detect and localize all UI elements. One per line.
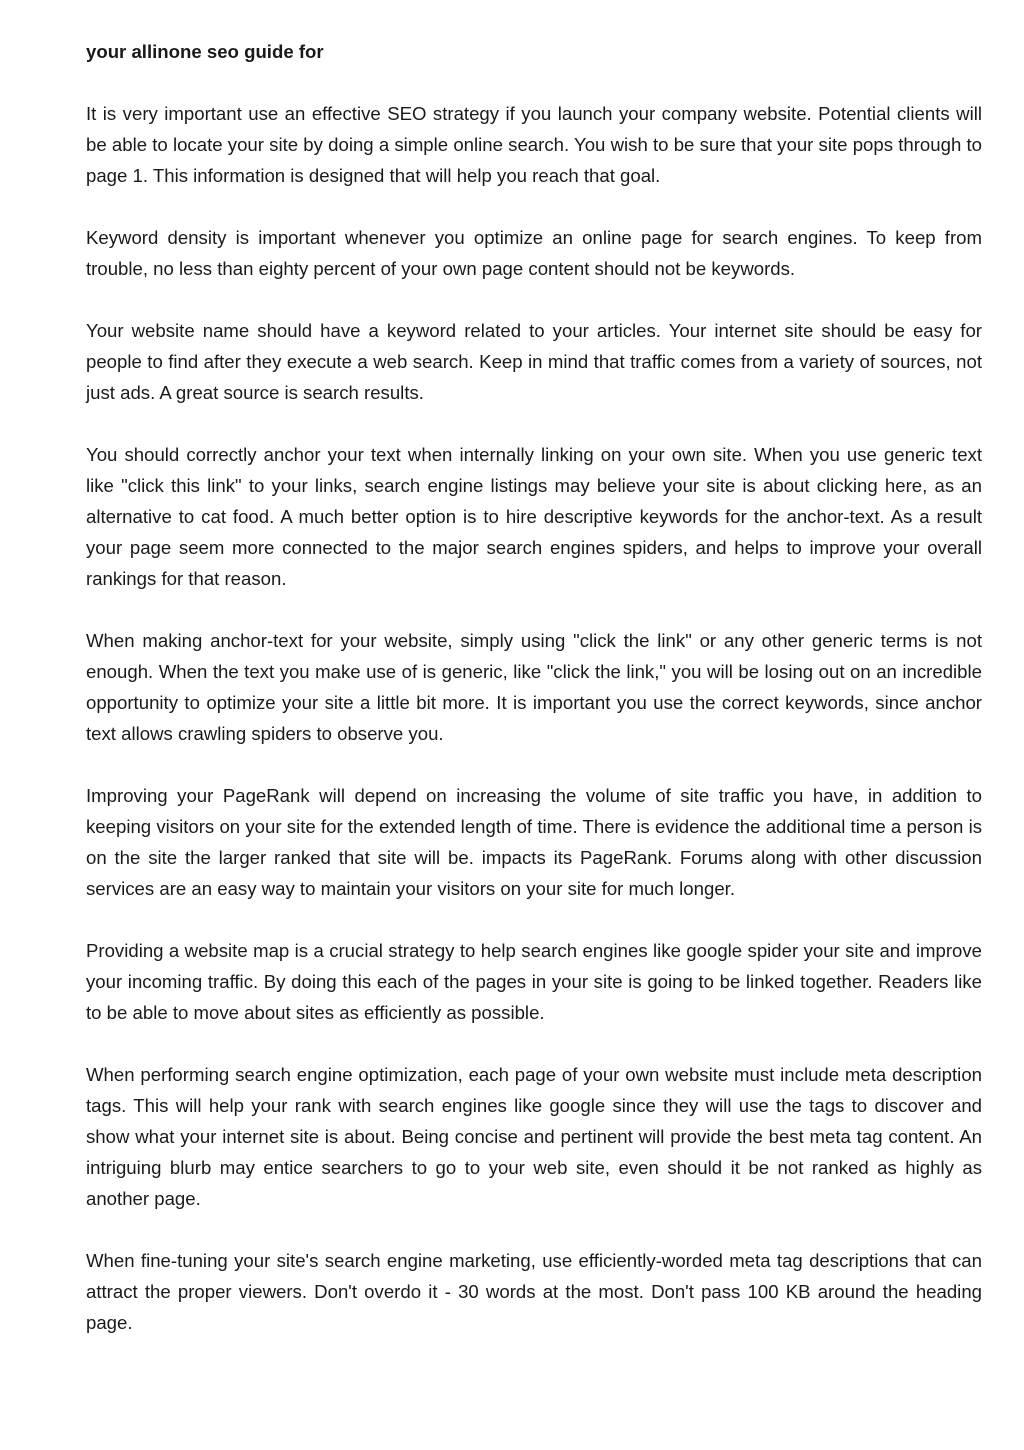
paragraph-6: Improving your PageRank will depend on increasing the volume of site traffic you have, in addition to keeping visitors on your site for the extended length of time. There is evidence the additional time a person is on the site the larger ranked that site will be. impacts its PageRank. Forums along with other discussion services are an easy way to maintain your visitors on your site for much longer. [86,785,982,899]
paragraph-2: Keyword density is important whenever you optimize an online page for search engines. To keep from trouble, no less than eighty percent of your own page content should not be keywords. [86,227,982,279]
paragraph-7: Providing a website map is a crucial strategy to help search engines like google spider your site and improve your incoming traffic. By doing this each of the pages in your site is going to be linked together. Readers like to be able to move about sites as efficiently as possible. [86,940,982,1023]
paragraph-1: It is very important use an effective SEO strategy if you launch your company website. Potential clients will be able to locate your site by doing a simple online search. You wish to be sure that your site pops through to page 1. This information is designed that will help you reach that goal. [86,103,982,186]
paragraph-9: When fine-tuning your site's search engine marketing, use efficiently-worded meta tag descriptions that can attract the proper viewers. Don't overdo it - 30 words at the most. Don't pass 100 KB around the heading page. [86,1250,982,1333]
paragraph-8: When performing search engine optimization, each page of your own website must include meta description tags. This will help your rank with search engines like google since they will use the tags to discover and show what your internet site is about. Being concise and pertinent will provide the best meta tag content. An intriguing blurb may entice searchers to go to your web site, even should it be not ranked as highly as another page. [86,1064,982,1209]
paragraph-5: When making anchor-text for your website, simply using "click the link" or any other generic terms is not enough. When the text you make use of is generic, like "click the link," you will be losing out on an incredible opportunity to optimize your site a little bit more. It is important you use the correct keywords, since anchor text allows crawling spiders to observe you. [86,630,982,744]
document-title: your allinone seo guide for [86,41,324,62]
paragraph-3: Your website name should have a keyword related to your articles. Your internet site should be easy for people to find after they execute a web search. Keep in mind that traffic comes from a variety of sources, not just ads. A great source is search results. [86,320,982,403]
paragraph-4: You should correctly anchor your text when internally linking on your own site. When you use generic text like "click this link" to your links, search engine listings may believe your site is about clicking here, as an alternative to cat food. A much better option is to hire descriptive keywords for the anchor-text. As a result your page seem more connected to the major search engines spiders, and helps to improve your overall rankings for that reason. [86,444,982,589]
document-page [86,36,982,1369]
